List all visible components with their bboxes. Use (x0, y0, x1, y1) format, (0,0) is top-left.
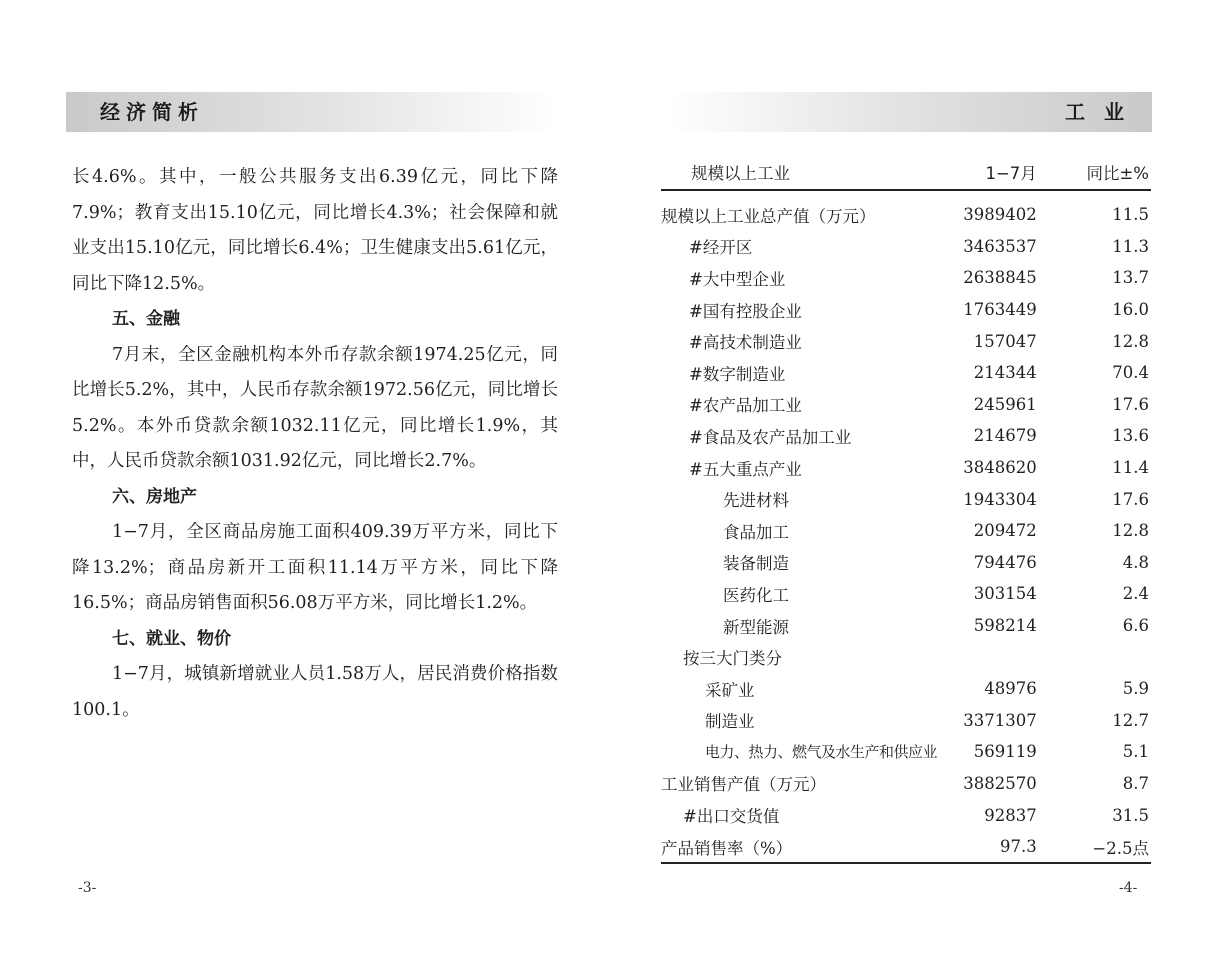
row-name: 电力、热力、燃气及水生产和供应业 (705, 743, 938, 762)
row-name: 医药化工 (723, 585, 789, 605)
table-row (661, 231, 1151, 263)
table-row (661, 389, 1151, 421)
row-value: 3463537 (963, 236, 1037, 256)
paragraph-real-estate: 1−7月，全区商品房施工面积409.39万平方米，同比下降13.2%；商品房新开工面积11.14万平方米，同比下降16.5%；商品房销售面积56.08万平方米，同比增长1.2%。 (72, 522, 558, 613)
column-header-name: 规模以上工业 (661, 155, 937, 190)
row-name: 产品销售率（%） (661, 831, 937, 864)
row-name: #大中型企业 (689, 269, 786, 289)
table-row (661, 578, 1151, 610)
row-yoy: 13.7 (1112, 268, 1149, 288)
page-number-right: -4- (1119, 880, 1138, 896)
row-yoy: 6.6 (1122, 616, 1149, 636)
row-value: 2638845 (963, 268, 1037, 288)
page-number-left: -3- (78, 880, 97, 896)
row-yoy: 70.4 (1112, 363, 1149, 383)
row-name: #国有控股企业 (689, 301, 802, 321)
row-yoy: 13.6 (1112, 426, 1149, 446)
row-name: 制造业 (705, 712, 755, 732)
row-name: #数字制造业 (689, 364, 786, 384)
paragraph-finance: 7月末，全区金融机构本外币存款余额1974.25亿元，同比增长5.2%，其中，人民币存款余额1972.56亿元，同比增长5.2%。本外币贷款余额1032.11亿元，同比增长1.9%，其中，人民币贷款余额1031.92亿元，同比增长2.7%。 (72, 344, 558, 471)
row-yoy: 4.8 (1122, 552, 1149, 572)
table-row (661, 325, 1151, 357)
row-value: 794476 (973, 552, 1037, 572)
industry-table (661, 155, 1151, 864)
row-value: 245961 (973, 394, 1037, 414)
row-yoy: 11.4 (1112, 458, 1149, 478)
table-row (661, 190, 1151, 231)
row-name: #食品及农产品加工业 (689, 427, 852, 447)
section-title-real-estate: 六、房地产 (112, 486, 197, 507)
row-value: 3882570 (963, 773, 1037, 793)
table-row (661, 547, 1151, 579)
row-yoy: −2.5点 (1047, 831, 1151, 864)
row-value: 214344 (973, 363, 1037, 383)
row-yoy: 12.8 (1112, 331, 1149, 351)
table-header-row (661, 155, 1151, 190)
table-row (661, 452, 1151, 484)
row-value: 214679 (973, 426, 1037, 446)
row-yoy: 5.1 (1122, 742, 1149, 762)
row-name: #出口交货值 (683, 807, 780, 827)
section-title-employment-prices: 七、就业、物价 (112, 628, 231, 649)
row-value: 3989402 (963, 205, 1037, 225)
column-header-value: 1−7月 (937, 155, 1047, 190)
row-value: 303154 (973, 584, 1037, 604)
row-name: 食品加工 (723, 522, 789, 542)
table-row (661, 483, 1151, 515)
row-name: #高技术制造业 (689, 333, 802, 353)
row-yoy: 8.7 (1122, 773, 1149, 793)
row-name: 先进材料 (723, 491, 789, 511)
paragraph-fiscal-continued: 长4.6%。其中，一般公共服务支出6.39亿元，同比下降7.9%；教育支出15.10亿元，同比增长4.3%；社会保障和就业支出15.10亿元，同比增长6.4%；卫生健康支出5.61亿元，同比下降12.5%。 (72, 167, 558, 294)
row-name: #农产品加工业 (689, 396, 802, 416)
table-row (661, 768, 1151, 800)
row-yoy: 12.7 (1112, 710, 1149, 730)
right-page-header: 工 业 (669, 92, 1152, 132)
row-value: 3848620 (963, 458, 1037, 478)
row-name: 装备制造 (723, 554, 789, 574)
table-row (661, 799, 1151, 831)
right-page (609, 0, 1218, 977)
row-value: 3371307 (963, 710, 1037, 730)
industry-table-wrapper (661, 155, 1151, 864)
left-page-header: 经济简析 (66, 92, 558, 132)
column-header-yoy: 同比±% (1047, 155, 1151, 190)
row-name: 新型能源 (723, 617, 789, 637)
table-row (661, 641, 1151, 673)
row-name: 采矿业 (705, 680, 755, 700)
row-name: 规模以上工业总产值（万元） (661, 206, 876, 226)
row-yoy: 2.4 (1122, 584, 1149, 604)
row-yoy: 17.6 (1112, 489, 1149, 509)
row-name: 工业销售产值（万元） (661, 775, 826, 795)
row-value: 1943304 (963, 489, 1037, 509)
table-row (661, 262, 1151, 294)
row-yoy (1047, 641, 1151, 673)
row-name: #五大重点产业 (689, 459, 802, 479)
row-name: #经开区 (689, 238, 753, 258)
row-yoy: 12.8 (1112, 521, 1149, 541)
row-value: 209472 (973, 521, 1037, 541)
row-value: 97.3 (937, 831, 1047, 864)
row-value: 92837 (984, 805, 1037, 825)
row-value: 1763449 (963, 300, 1037, 320)
row-yoy: 5.9 (1122, 679, 1149, 699)
row-value: 598214 (973, 616, 1037, 636)
paragraph-employment-prices: 1−7月，城镇新增就业人员1.58万人，居民消费价格指数100.1。 (72, 664, 558, 720)
row-yoy: 17.6 (1112, 394, 1149, 414)
table-row (661, 357, 1151, 389)
table-row (661, 673, 1151, 705)
table-row (661, 610, 1151, 642)
row-yoy: 16.0 (1112, 300, 1149, 320)
row-value: 569119 (973, 742, 1037, 762)
row-yoy: 11.5 (1112, 205, 1149, 225)
row-value (937, 641, 1047, 673)
row-yoy: 31.5 (1112, 805, 1149, 825)
row-yoy: 11.3 (1112, 236, 1149, 256)
left-page-body (72, 160, 558, 728)
table-row (661, 736, 1151, 768)
section-title-finance: 五、金融 (112, 309, 180, 329)
row-name: 按三大门类分 (683, 649, 782, 669)
table-row (661, 515, 1151, 547)
table-row (661, 420, 1151, 452)
row-value: 48976 (984, 679, 1037, 699)
table-row (661, 831, 1151, 864)
table-row (661, 705, 1151, 737)
row-value: 157047 (973, 331, 1037, 351)
table-row (661, 294, 1151, 326)
